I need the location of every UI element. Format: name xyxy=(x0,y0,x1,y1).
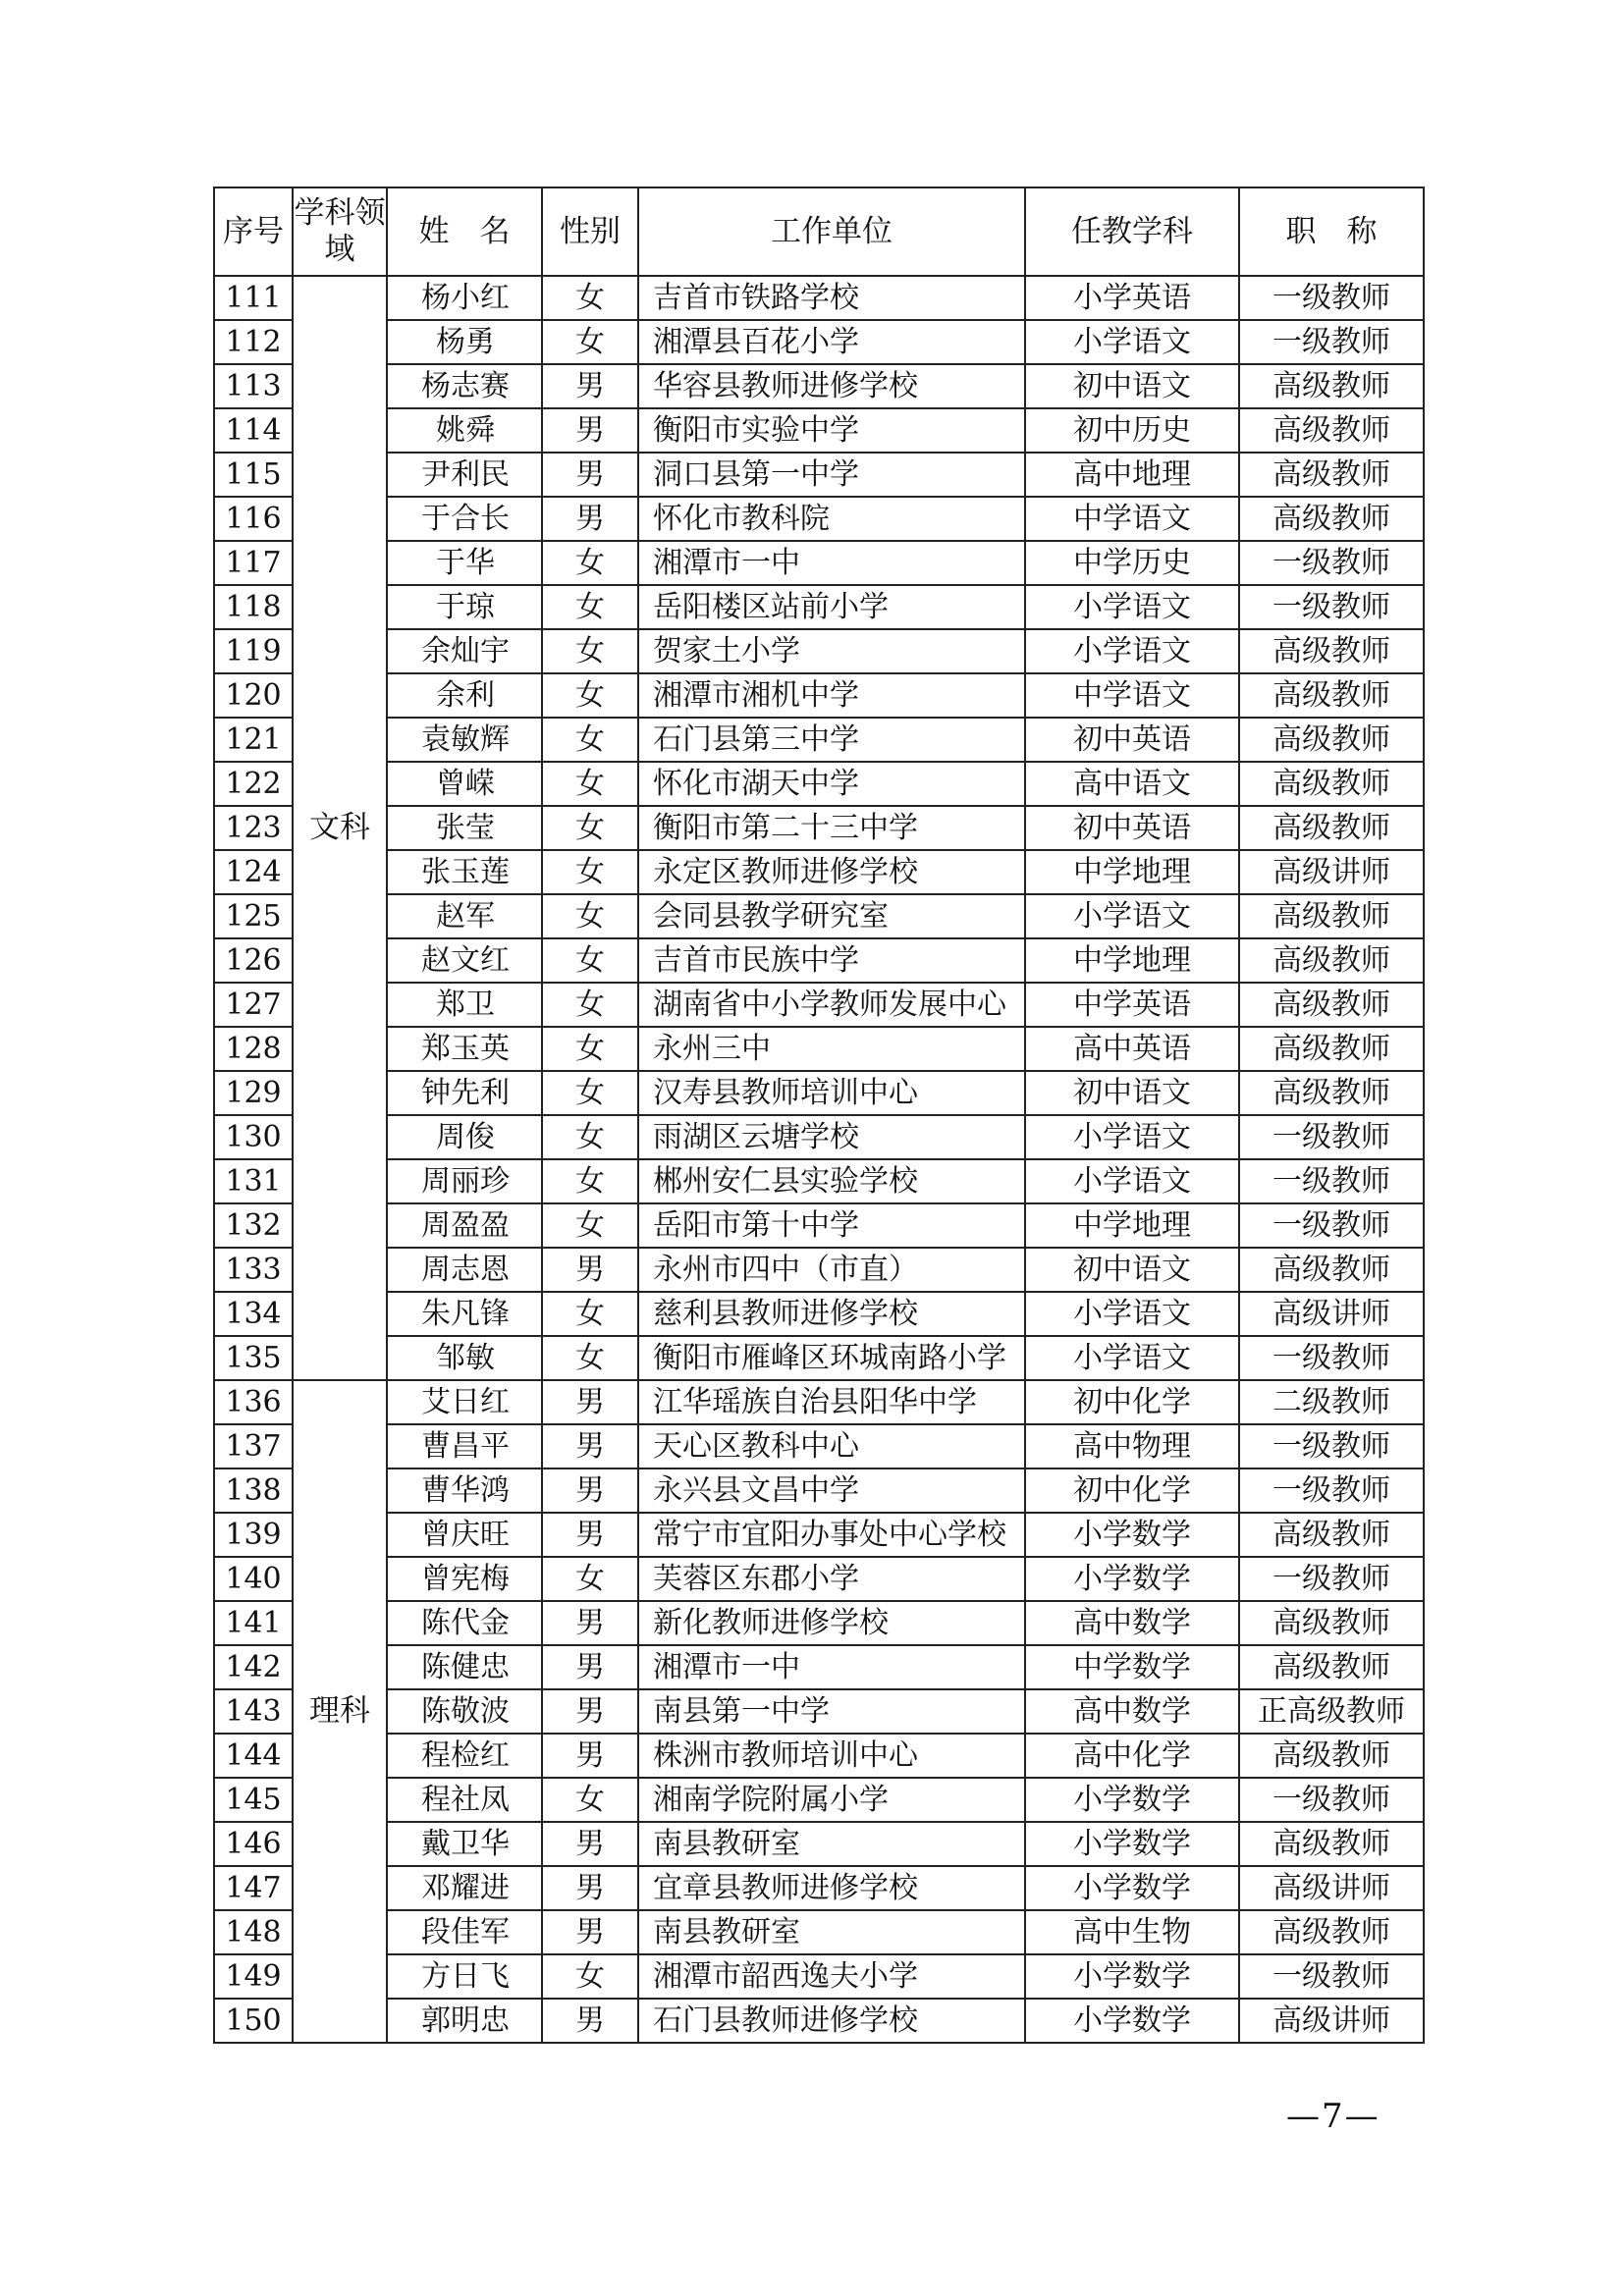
subject-cell: 初中化学 xyxy=(1025,1468,1239,1513)
table-header-row xyxy=(214,187,1424,276)
unit-cell: 石门县教师进修学校 xyxy=(638,1999,1025,2043)
header-gender: 性别 xyxy=(542,187,638,276)
seq-cell: 140 xyxy=(214,1557,293,1601)
name-cell: 邓耀进 xyxy=(387,1866,542,1910)
subject-cell: 小学数学 xyxy=(1025,1954,1239,1999)
title-cell: 高级教师 xyxy=(1239,629,1424,673)
name-cell: 段佳军 xyxy=(387,1910,542,1954)
subject-cell: 小学语文 xyxy=(1025,894,1239,938)
unit-cell: 湘南学院附属小学 xyxy=(638,1778,1025,1822)
name-cell: 程检红 xyxy=(387,1734,542,1778)
subject-cell: 中学数学 xyxy=(1025,1645,1239,1689)
gender-cell: 男 xyxy=(542,497,638,541)
unit-cell: 常宁市宜阳办事处中心学校 xyxy=(638,1513,1025,1557)
name-cell: 曹华鸿 xyxy=(387,1468,542,1513)
table-row xyxy=(214,276,1424,320)
unit-cell: 江华瑶族自治县阳华中学 xyxy=(638,1380,1025,1424)
name-cell: 赵文红 xyxy=(387,938,542,983)
unit-cell: 湘潭县百花小学 xyxy=(638,320,1025,364)
gender-cell: 女 xyxy=(542,938,638,983)
subject-cell: 高中数学 xyxy=(1025,1601,1239,1645)
unit-cell: 怀化市湖天中学 xyxy=(638,762,1025,806)
name-cell: 余灿宇 xyxy=(387,629,542,673)
name-cell: 张玉莲 xyxy=(387,850,542,894)
name-cell: 周志恩 xyxy=(387,1248,542,1292)
subject-cell: 中学地理 xyxy=(1025,938,1239,983)
name-cell: 邹敏 xyxy=(387,1336,542,1380)
seq-cell: 112 xyxy=(214,320,293,364)
name-cell: 朱凡锋 xyxy=(387,1292,542,1336)
table-row xyxy=(214,1689,1424,1734)
title-cell: 高级教师 xyxy=(1239,364,1424,408)
unit-cell: 贺家土小学 xyxy=(638,629,1025,673)
subject-cell: 高中化学 xyxy=(1025,1734,1239,1778)
gender-cell: 女 xyxy=(542,762,638,806)
name-cell: 艾日红 xyxy=(387,1380,542,1424)
seq-cell: 127 xyxy=(214,983,293,1027)
subject-cell: 小学数学 xyxy=(1025,1866,1239,1910)
subject-cell: 中学地理 xyxy=(1025,1203,1239,1248)
seq-cell: 131 xyxy=(214,1159,293,1203)
subject-cell: 高中生物 xyxy=(1025,1910,1239,1954)
unit-cell: 洞口县第一中学 xyxy=(638,453,1025,497)
table-row xyxy=(214,585,1424,629)
table-row xyxy=(214,541,1424,585)
unit-cell: 岳阳楼区站前小学 xyxy=(638,585,1025,629)
name-cell: 钟先利 xyxy=(387,1071,542,1115)
seq-cell: 150 xyxy=(214,1999,293,2043)
title-cell: 高级讲师 xyxy=(1239,850,1424,894)
gender-cell: 女 xyxy=(542,983,638,1027)
gender-cell: 男 xyxy=(542,364,638,408)
title-cell: 正高级教师 xyxy=(1239,1689,1424,1734)
seq-cell: 113 xyxy=(214,364,293,408)
gender-cell: 女 xyxy=(542,673,638,718)
title-cell: 一级教师 xyxy=(1239,1468,1424,1513)
seq-cell: 138 xyxy=(214,1468,293,1513)
table-row xyxy=(214,1822,1424,1866)
gender-cell: 女 xyxy=(542,1557,638,1601)
unit-cell: 汉寿县教师培训中心 xyxy=(638,1071,1025,1115)
subject-cell: 初中语文 xyxy=(1025,1248,1239,1292)
name-cell: 杨小红 xyxy=(387,276,542,320)
teacher-roster-table xyxy=(213,187,1425,2044)
unit-cell: 湘潭市一中 xyxy=(638,541,1025,585)
table-row xyxy=(214,1778,1424,1822)
table-row xyxy=(214,1866,1424,1910)
title-cell: 高级教师 xyxy=(1239,408,1424,453)
table-row xyxy=(214,1557,1424,1601)
name-cell: 曾庆旺 xyxy=(387,1513,542,1557)
title-cell: 高级教师 xyxy=(1239,718,1424,762)
gender-cell: 女 xyxy=(542,1071,638,1115)
title-cell: 一级教师 xyxy=(1239,1115,1424,1159)
name-cell: 陈敬波 xyxy=(387,1689,542,1734)
gender-cell: 女 xyxy=(542,1203,638,1248)
table-row xyxy=(214,1468,1424,1513)
gender-cell: 男 xyxy=(542,408,638,453)
unit-cell: 永定区教师进修学校 xyxy=(638,850,1025,894)
subject-cell: 中学历史 xyxy=(1025,541,1239,585)
table-row xyxy=(214,850,1424,894)
table-row xyxy=(214,894,1424,938)
table-row xyxy=(214,320,1424,364)
name-cell: 于华 xyxy=(387,541,542,585)
unit-cell: 永兴县文昌中学 xyxy=(638,1468,1025,1513)
seq-cell: 114 xyxy=(214,408,293,453)
unit-cell: 湘潭市一中 xyxy=(638,1645,1025,1689)
header-name: 姓 名 xyxy=(387,187,542,276)
name-cell: 于琼 xyxy=(387,585,542,629)
seq-cell: 145 xyxy=(214,1778,293,1822)
name-cell: 袁敏辉 xyxy=(387,718,542,762)
table-row xyxy=(214,1027,1424,1071)
unit-cell: 永州三中 xyxy=(638,1027,1025,1071)
title-cell: 高级教师 xyxy=(1239,497,1424,541)
name-cell: 姚舜 xyxy=(387,408,542,453)
table-row xyxy=(214,1380,1424,1424)
domain-cell: 文科 xyxy=(293,276,387,1380)
unit-cell: 岳阳市第十中学 xyxy=(638,1203,1025,1248)
name-cell: 陈健忠 xyxy=(387,1645,542,1689)
unit-cell: 慈利县教师进修学校 xyxy=(638,1292,1025,1336)
subject-cell: 高中英语 xyxy=(1025,1027,1239,1071)
title-cell: 高级教师 xyxy=(1239,1513,1424,1557)
table-row xyxy=(214,1601,1424,1645)
seq-cell: 125 xyxy=(214,894,293,938)
table-row xyxy=(214,1336,1424,1380)
table-body xyxy=(214,276,1424,2043)
subject-cell: 小学数学 xyxy=(1025,1513,1239,1557)
subject-cell: 小学语文 xyxy=(1025,629,1239,673)
unit-cell: 湘潭市湘机中学 xyxy=(638,673,1025,718)
name-cell: 杨勇 xyxy=(387,320,542,364)
title-cell: 一级教师 xyxy=(1239,1424,1424,1468)
table-row xyxy=(214,364,1424,408)
table-row xyxy=(214,408,1424,453)
name-cell: 郑卫 xyxy=(387,983,542,1027)
name-cell: 方日飞 xyxy=(387,1954,542,1999)
unit-cell: 株洲市教师培训中心 xyxy=(638,1734,1025,1778)
seq-cell: 142 xyxy=(214,1645,293,1689)
subject-cell: 小学语文 xyxy=(1025,1159,1239,1203)
subject-cell: 小学语文 xyxy=(1025,585,1239,629)
header-domain: 学科领域 xyxy=(293,187,387,276)
table-row xyxy=(214,1115,1424,1159)
title-cell: 一级教师 xyxy=(1239,276,1424,320)
unit-cell: 会同县教学研究室 xyxy=(638,894,1025,938)
seq-cell: 144 xyxy=(214,1734,293,1778)
title-cell: 高级教师 xyxy=(1239,453,1424,497)
title-cell: 高级教师 xyxy=(1239,673,1424,718)
title-cell: 高级教师 xyxy=(1239,1645,1424,1689)
table-row xyxy=(214,629,1424,673)
table-row xyxy=(214,1159,1424,1203)
gender-cell: 女 xyxy=(542,718,638,762)
seq-cell: 122 xyxy=(214,762,293,806)
subject-cell: 小学数学 xyxy=(1025,1822,1239,1866)
name-cell: 赵军 xyxy=(387,894,542,938)
gender-cell: 女 xyxy=(542,1778,638,1822)
table-row xyxy=(214,1734,1424,1778)
unit-cell: 吉首市铁路学校 xyxy=(638,276,1025,320)
name-cell: 杨志赛 xyxy=(387,364,542,408)
table-row xyxy=(214,1248,1424,1292)
gender-cell: 女 xyxy=(542,1954,638,1999)
seq-cell: 143 xyxy=(214,1689,293,1734)
unit-cell: 雨湖区云塘学校 xyxy=(638,1115,1025,1159)
subject-cell: 小学数学 xyxy=(1025,1557,1239,1601)
title-cell: 高级教师 xyxy=(1239,1248,1424,1292)
unit-cell: 石门县第三中学 xyxy=(638,718,1025,762)
seq-cell: 117 xyxy=(214,541,293,585)
seq-cell: 118 xyxy=(214,585,293,629)
name-cell: 郑玉英 xyxy=(387,1027,542,1071)
seq-cell: 146 xyxy=(214,1822,293,1866)
subject-cell: 初中英语 xyxy=(1025,806,1239,850)
subject-cell: 小学数学 xyxy=(1025,1999,1239,2043)
unit-cell: 衡阳市雁峰区环城南路小学 xyxy=(638,1336,1025,1380)
table-row xyxy=(214,1203,1424,1248)
unit-cell: 华容县教师进修学校 xyxy=(638,364,1025,408)
seq-cell: 133 xyxy=(214,1248,293,1292)
unit-cell: 衡阳市第二十三中学 xyxy=(638,806,1025,850)
name-cell: 于合长 xyxy=(387,497,542,541)
unit-cell: 郴州安仁县实验学校 xyxy=(638,1159,1025,1203)
unit-cell: 南县教研室 xyxy=(638,1910,1025,1954)
name-cell: 曹昌平 xyxy=(387,1424,542,1468)
unit-cell: 衡阳市实验中学 xyxy=(638,408,1025,453)
title-cell: 高级教师 xyxy=(1239,762,1424,806)
seq-cell: 132 xyxy=(214,1203,293,1248)
title-cell: 高级教师 xyxy=(1239,1910,1424,1954)
unit-cell: 南县第一中学 xyxy=(638,1689,1025,1734)
title-cell: 高级教师 xyxy=(1239,1822,1424,1866)
name-cell: 戴卫华 xyxy=(387,1822,542,1866)
table-row xyxy=(214,1645,1424,1689)
seq-cell: 137 xyxy=(214,1424,293,1468)
seq-cell: 134 xyxy=(214,1292,293,1336)
gender-cell: 男 xyxy=(542,1822,638,1866)
title-cell: 高级教师 xyxy=(1239,938,1424,983)
subject-cell: 小学数学 xyxy=(1025,1778,1239,1822)
subject-cell: 初中语文 xyxy=(1025,1071,1239,1115)
table-row xyxy=(214,1071,1424,1115)
gender-cell: 女 xyxy=(542,1336,638,1380)
table-row xyxy=(214,806,1424,850)
gender-cell: 女 xyxy=(542,276,638,320)
subject-cell: 中学语文 xyxy=(1025,673,1239,718)
seq-cell: 129 xyxy=(214,1071,293,1115)
table-row xyxy=(214,1954,1424,1999)
gender-cell: 男 xyxy=(542,1866,638,1910)
seq-cell: 147 xyxy=(214,1866,293,1910)
subject-cell: 高中物理 xyxy=(1025,1424,1239,1468)
seq-cell: 135 xyxy=(214,1336,293,1380)
title-cell: 高级教师 xyxy=(1239,1601,1424,1645)
title-cell: 一级教师 xyxy=(1239,541,1424,585)
name-cell: 余利 xyxy=(387,673,542,718)
table-row xyxy=(214,673,1424,718)
gender-cell: 男 xyxy=(542,1999,638,2043)
title-cell: 一级教师 xyxy=(1239,1159,1424,1203)
gender-cell: 男 xyxy=(542,1513,638,1557)
title-cell: 一级教师 xyxy=(1239,1557,1424,1601)
subject-cell: 中学语文 xyxy=(1025,497,1239,541)
name-cell: 周俊 xyxy=(387,1115,542,1159)
table-row xyxy=(214,983,1424,1027)
gender-cell: 女 xyxy=(542,1115,638,1159)
subject-cell: 高中地理 xyxy=(1025,453,1239,497)
unit-cell: 新化教师进修学校 xyxy=(638,1601,1025,1645)
gender-cell: 男 xyxy=(542,1910,638,1954)
subject-cell: 小学英语 xyxy=(1025,276,1239,320)
name-cell: 曾嵘 xyxy=(387,762,542,806)
header-seq: 序号 xyxy=(214,187,293,276)
gender-cell: 女 xyxy=(542,1292,638,1336)
name-cell: 张莹 xyxy=(387,806,542,850)
seq-cell: 124 xyxy=(214,850,293,894)
seq-cell: 149 xyxy=(214,1954,293,1999)
gender-cell: 女 xyxy=(542,894,638,938)
name-cell: 陈代金 xyxy=(387,1601,542,1645)
subject-cell: 高中数学 xyxy=(1025,1689,1239,1734)
name-cell: 郭明忠 xyxy=(387,1999,542,2043)
unit-cell: 宜章县教师进修学校 xyxy=(638,1866,1025,1910)
table-row xyxy=(214,1513,1424,1557)
title-cell: 一级教师 xyxy=(1239,1778,1424,1822)
name-cell: 曾宪梅 xyxy=(387,1557,542,1601)
title-cell: 一级教师 xyxy=(1239,1336,1424,1380)
table-row xyxy=(214,762,1424,806)
seq-cell: 126 xyxy=(214,938,293,983)
subject-cell: 小学语文 xyxy=(1025,1292,1239,1336)
seq-cell: 119 xyxy=(214,629,293,673)
table-row xyxy=(214,718,1424,762)
title-cell: 二级教师 xyxy=(1239,1380,1424,1424)
seq-cell: 111 xyxy=(214,276,293,320)
gender-cell: 男 xyxy=(542,1424,638,1468)
name-cell: 周丽珍 xyxy=(387,1159,542,1203)
table-row xyxy=(214,938,1424,983)
unit-cell: 怀化市教科院 xyxy=(638,497,1025,541)
gender-cell: 女 xyxy=(542,541,638,585)
unit-cell: 永州市四中（市直） xyxy=(638,1248,1025,1292)
name-cell: 程社凤 xyxy=(387,1778,542,1822)
table-row xyxy=(214,1999,1424,2043)
name-cell: 尹利民 xyxy=(387,453,542,497)
table-row xyxy=(214,497,1424,541)
header-subject: 任教学科 xyxy=(1025,187,1239,276)
domain-cell: 理科 xyxy=(293,1380,387,2043)
name-cell: 周盈盈 xyxy=(387,1203,542,1248)
table-row xyxy=(214,1424,1424,1468)
seq-cell: 116 xyxy=(214,497,293,541)
seq-cell: 148 xyxy=(214,1910,293,1954)
gender-cell: 女 xyxy=(542,850,638,894)
table-row xyxy=(214,1292,1424,1336)
table-row xyxy=(214,453,1424,497)
title-cell: 一级教师 xyxy=(1239,1203,1424,1248)
gender-cell: 女 xyxy=(542,629,638,673)
title-cell: 高级讲师 xyxy=(1239,1866,1424,1910)
gender-cell: 女 xyxy=(542,1027,638,1071)
title-cell: 高级教师 xyxy=(1239,806,1424,850)
seq-cell: 128 xyxy=(214,1027,293,1071)
gender-cell: 男 xyxy=(542,1734,638,1778)
seq-cell: 136 xyxy=(214,1380,293,1424)
title-cell: 一级教师 xyxy=(1239,1954,1424,1999)
table-row xyxy=(214,1910,1424,1954)
subject-cell: 中学英语 xyxy=(1025,983,1239,1027)
gender-cell: 男 xyxy=(542,453,638,497)
unit-cell: 天心区教科中心 xyxy=(638,1424,1025,1468)
subject-cell: 小学语文 xyxy=(1025,320,1239,364)
seq-cell: 115 xyxy=(214,453,293,497)
subject-cell: 初中英语 xyxy=(1025,718,1239,762)
subject-cell: 初中语文 xyxy=(1025,364,1239,408)
gender-cell: 女 xyxy=(542,1159,638,1203)
gender-cell: 男 xyxy=(542,1689,638,1734)
header-unit: 工作单位 xyxy=(638,187,1025,276)
gender-cell: 男 xyxy=(542,1645,638,1689)
subject-cell: 中学地理 xyxy=(1025,850,1239,894)
unit-cell: 芙蓉区东郡小学 xyxy=(638,1557,1025,1601)
subject-cell: 小学语文 xyxy=(1025,1115,1239,1159)
unit-cell: 南县教研室 xyxy=(638,1822,1025,1866)
title-cell: 高级教师 xyxy=(1239,1071,1424,1115)
gender-cell: 男 xyxy=(542,1468,638,1513)
subject-cell: 初中历史 xyxy=(1025,408,1239,453)
unit-cell: 湖南省中小学教师发展中心 xyxy=(638,983,1025,1027)
seq-cell: 130 xyxy=(214,1115,293,1159)
gender-cell: 男 xyxy=(542,1380,638,1424)
seq-cell: 141 xyxy=(214,1601,293,1645)
title-cell: 高级讲师 xyxy=(1239,1999,1424,2043)
unit-cell: 吉首市民族中学 xyxy=(638,938,1025,983)
title-cell: 一级教师 xyxy=(1239,320,1424,364)
gender-cell: 女 xyxy=(542,585,638,629)
gender-cell: 男 xyxy=(542,1601,638,1645)
title-cell: 高级教师 xyxy=(1239,983,1424,1027)
header-title: 职 称 xyxy=(1239,187,1424,276)
title-cell: 高级讲师 xyxy=(1239,1292,1424,1336)
gender-cell: 女 xyxy=(542,806,638,850)
gender-cell: 女 xyxy=(542,320,638,364)
seq-cell: 123 xyxy=(214,806,293,850)
title-cell: 高级教师 xyxy=(1239,1734,1424,1778)
seq-cell: 120 xyxy=(214,673,293,718)
subject-cell: 高中语文 xyxy=(1025,762,1239,806)
unit-cell: 湘潭市韶西逸夫小学 xyxy=(638,1954,1025,1999)
title-cell: 高级教师 xyxy=(1239,1027,1424,1071)
title-cell: 一级教师 xyxy=(1239,585,1424,629)
subject-cell: 初中化学 xyxy=(1025,1380,1239,1424)
subject-cell: 小学语文 xyxy=(1025,1336,1239,1380)
gender-cell: 男 xyxy=(542,1248,638,1292)
seq-cell: 121 xyxy=(214,718,293,762)
page-number: —7— xyxy=(1286,2097,1380,2136)
seq-cell: 139 xyxy=(214,1513,293,1557)
title-cell: 高级教师 xyxy=(1239,894,1424,938)
